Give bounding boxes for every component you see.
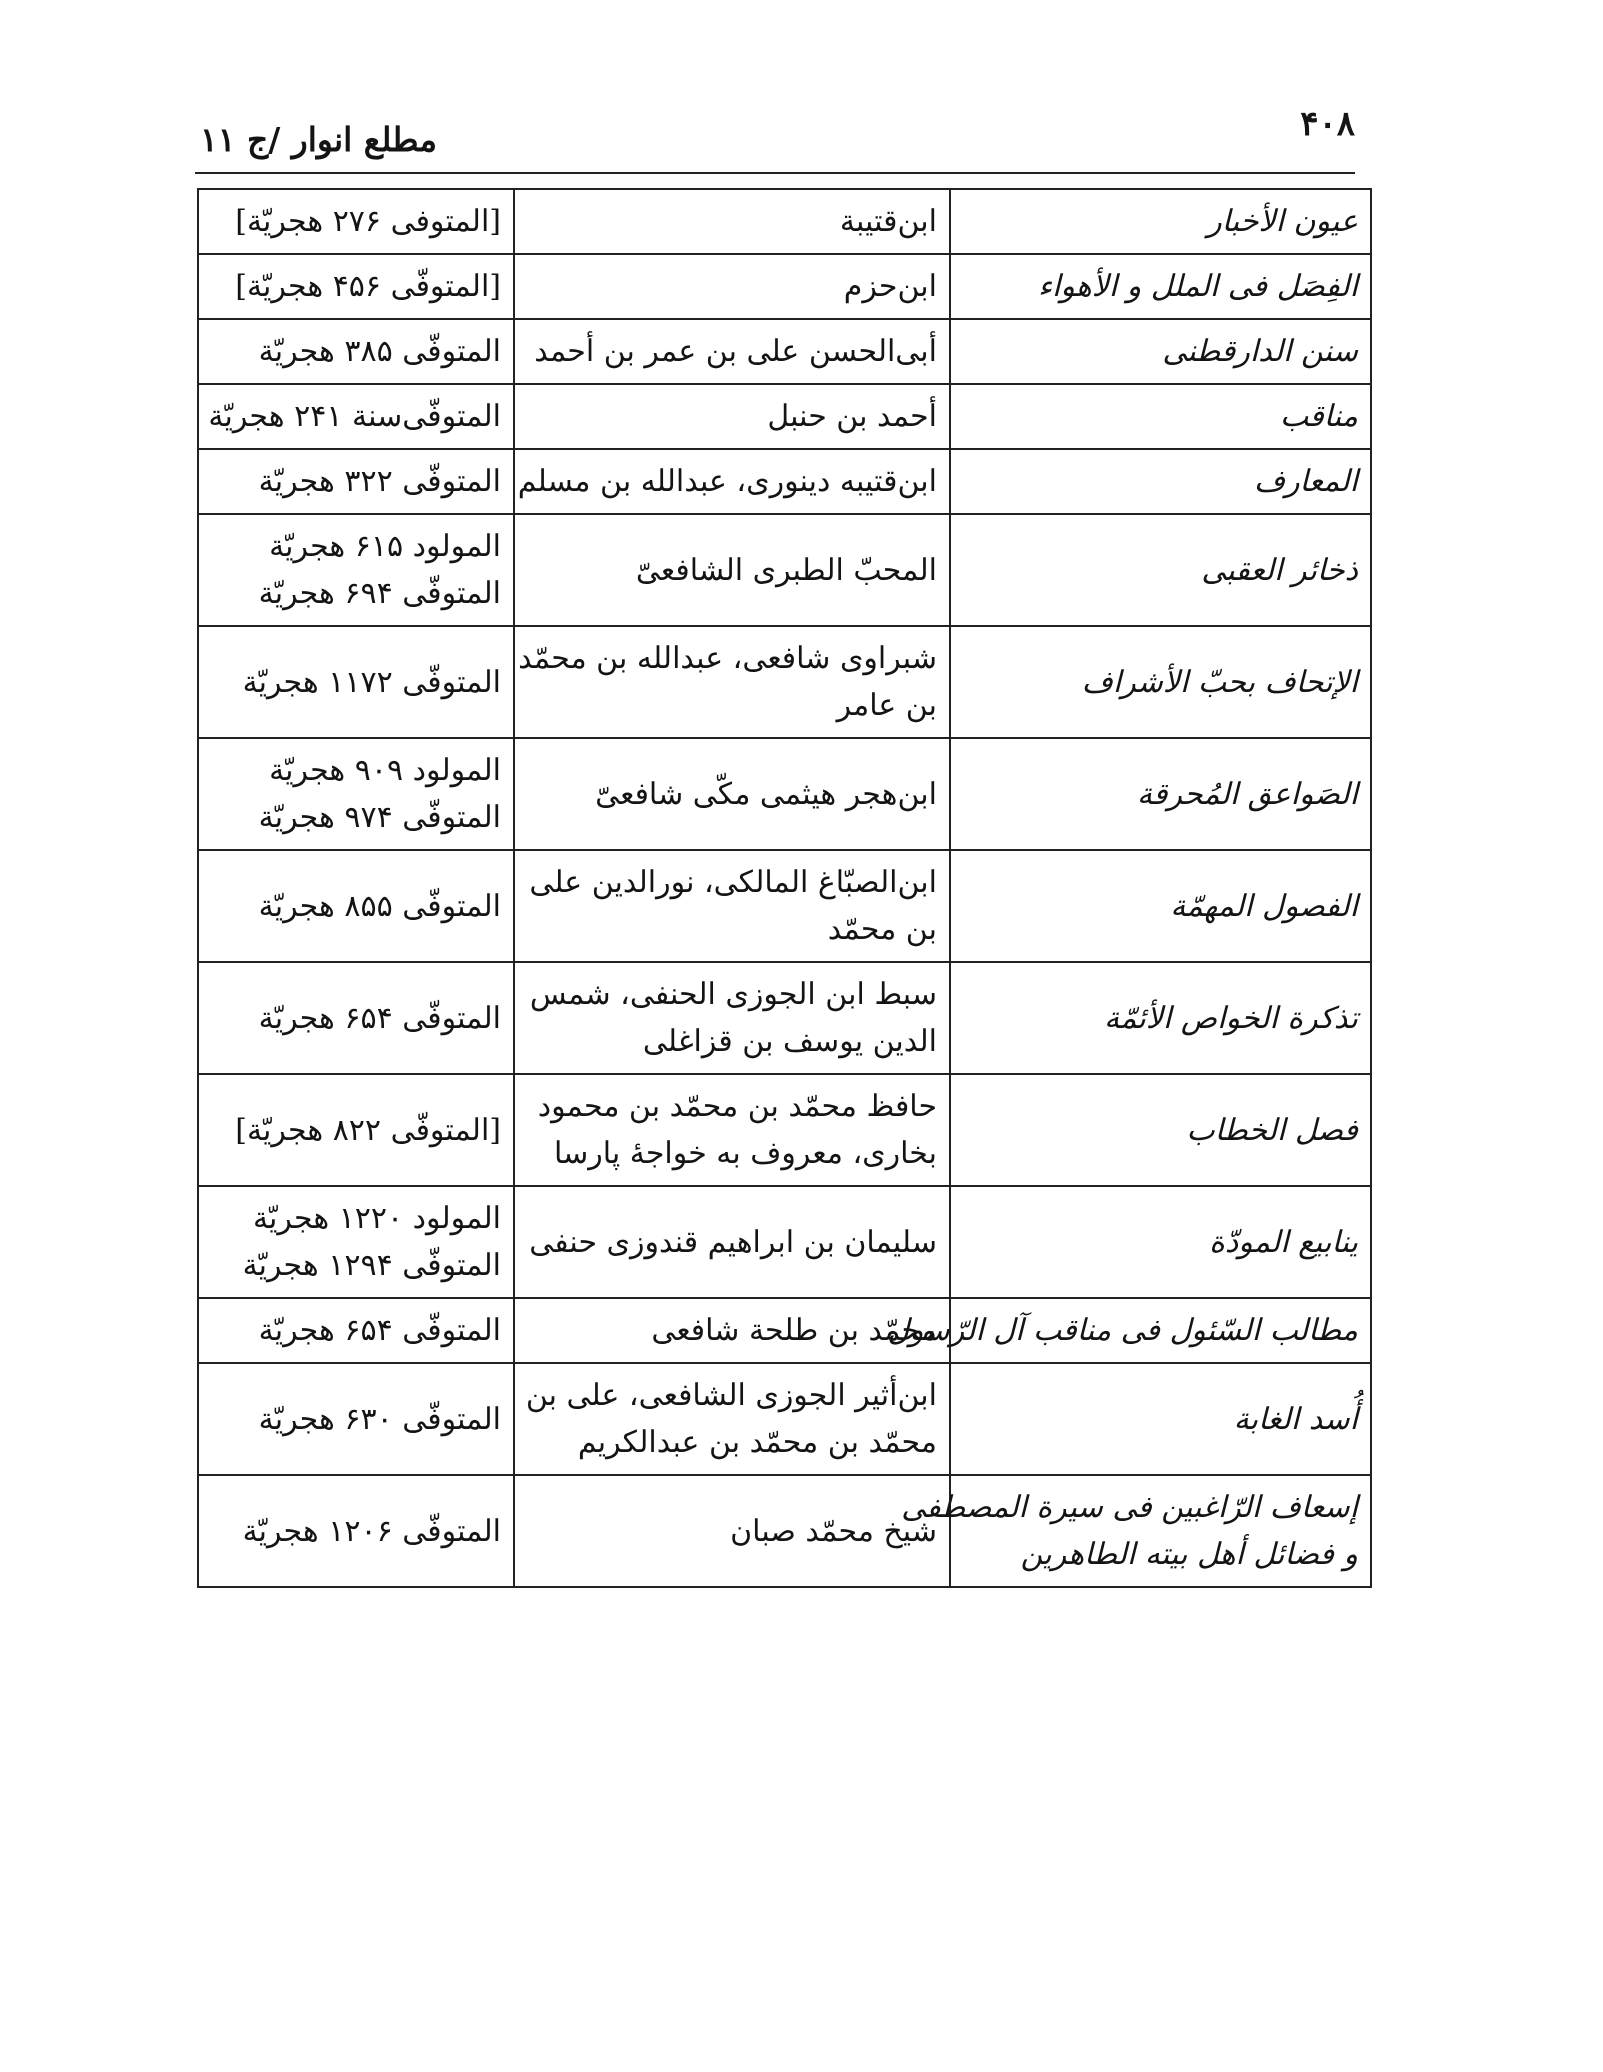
table-row <box>198 514 1371 626</box>
author-cell <box>514 254 950 319</box>
date-line: المتوفّى ۶۹۴ هجريّة <box>258 576 501 611</box>
book-title-line: الصَواعق المُحرقة <box>1137 776 1358 812</box>
author-line: ابن‌الصبّاغ المالكى، نورالدين على <box>529 865 937 900</box>
book-title-cell <box>950 1186 1371 1298</box>
book-title-line: الفصول المهمّة <box>1170 888 1358 924</box>
table-row <box>198 1298 1371 1363</box>
author-line: أحمد بن حنبل <box>767 399 937 434</box>
date-line: المتوفّى ۶۳۰ هجريّة <box>258 1401 501 1437</box>
date-line: المتوفّى ۳۸۵ هجريّة <box>258 334 501 369</box>
table-row <box>198 962 1371 1074</box>
table-row <box>198 850 1371 962</box>
book-title-line: فصل الخطاب <box>1186 1112 1358 1148</box>
author-cell <box>514 738 950 850</box>
author-line: شبراوى شافعى، عبدالله بن محمّد <box>518 641 937 676</box>
date-cell <box>198 1298 514 1363</box>
date-line: المتوفّى ۸۵۵ هجريّة <box>258 888 501 924</box>
author-cell <box>514 514 950 626</box>
author-cell <box>514 962 950 1074</box>
author-line: حافظ محمّد بن محمّد بن محمود <box>537 1089 937 1124</box>
author-line: شيخ محمّد صبان <box>730 1513 937 1549</box>
date-line: المتوفّى‌سنة ۲۴۱ هجريّة <box>208 399 501 434</box>
book-title-cell <box>887 1298 1371 1363</box>
book-title-line: مطالب السّئول فى مناقب آل الرّسول <box>887 1313 1358 1348</box>
date-cell <box>198 738 514 850</box>
book-title-line: عيون الأخبار <box>1207 204 1358 239</box>
book-title-line: و فضائل أهل بيته الطاهرين <box>1020 1537 1358 1572</box>
table-body <box>198 189 1371 1587</box>
date-cell <box>198 319 514 384</box>
date-line: المتوفّى ۱۲۰۶ هجريّة <box>242 1513 501 1549</box>
date-cell <box>198 626 514 738</box>
author-cell <box>514 850 950 962</box>
table-row <box>198 1363 1371 1475</box>
book-title-cell <box>950 626 1371 738</box>
author-cell <box>514 626 950 738</box>
book-title-line: مناقب <box>1279 399 1358 434</box>
date-line: المولود ۶۱۵ هجريّة <box>269 529 501 564</box>
date-line: المتوفّى ۱۲۹۴ هجريّة <box>242 1248 501 1283</box>
table-row <box>198 254 1371 319</box>
author-line: محمّد بن طلحة شافعى <box>651 1313 937 1348</box>
author-cell <box>514 1298 950 1363</box>
author-cell <box>514 319 950 384</box>
book-title-cell <box>950 254 1371 319</box>
book-title-cell <box>950 449 1371 514</box>
author-cell <box>514 449 950 514</box>
author-cell <box>514 1475 950 1587</box>
date-cell <box>198 384 514 449</box>
table-row <box>198 1074 1371 1186</box>
page-number: ۴۰۸ <box>1300 104 1355 144</box>
book-title-cell <box>950 514 1371 626</box>
table-row <box>198 738 1371 850</box>
book-title-cell <box>950 1363 1371 1475</box>
date-line: المتوفّى ۶۵۴ هجريّة <box>258 1313 501 1348</box>
date-line: المتوفّى ۶۵۴ هجريّة <box>258 1000 501 1036</box>
table-row <box>198 449 1371 514</box>
header-rule <box>195 172 1355 174</box>
book-title-line: الفِصَل فى الملل و الأهواء <box>1037 269 1358 304</box>
date-cell <box>198 1475 514 1587</box>
author-line: ابن‌حزم <box>843 269 937 304</box>
date-line: المولود ۹۰۹ هجريّة <box>269 753 501 788</box>
book-title-line: إسعاف الرّاغبين فى سيرة المصطفى <box>901 1490 1358 1525</box>
date-cell <box>198 254 514 319</box>
author-line: ابن‌أثير الجوزى الشافعى، على بن <box>525 1378 937 1413</box>
book-title-cell <box>950 189 1371 254</box>
table-row <box>198 1475 1371 1587</box>
book-title-cell <box>950 850 1371 962</box>
book-title-cell <box>950 962 1371 1074</box>
date-cell <box>198 189 514 254</box>
book-title-line: المعارف <box>1253 464 1358 499</box>
book-title-cell <box>950 384 1371 449</box>
author-line: ابن‌هجر هيثمى مكّى شافعىّ <box>595 776 937 812</box>
author-line: محمّد بن محمّد بن عبدالكريم <box>577 1425 937 1460</box>
author-line: سليمان بن ابراهيم قندوزى حنفى <box>529 1224 937 1260</box>
author-line: بخارى، معروف به خواجهٔ پارسا <box>553 1136 937 1171</box>
author-line: ابن‌قتيبة <box>839 204 937 239</box>
book-title-line: الإتحاف بحبّ الأشراف <box>1081 664 1358 700</box>
book-table <box>197 188 1372 1588</box>
date-line: [المتوفّى ۴۵۶ هجريّة] <box>235 269 501 304</box>
date-line: المتوفّى ۱۱۷۲ هجريّة <box>242 664 501 700</box>
table-row <box>198 189 1371 254</box>
book-title-cell <box>950 1074 1371 1186</box>
book-title-line: سنن الدارقطنى <box>1162 334 1358 369</box>
book-title-cell <box>901 1475 1371 1587</box>
author-cell <box>514 384 950 449</box>
table-row <box>198 1186 1371 1298</box>
table-row <box>198 626 1371 738</box>
author-cell <box>514 189 950 254</box>
date-cell <box>198 449 514 514</box>
date-line: المتوفّى ۳۲۲ هجريّة <box>258 464 501 499</box>
author-line: المحبّ الطبرى الشافعىّ <box>635 552 937 588</box>
table-row <box>198 319 1371 384</box>
book-title-cell <box>950 319 1371 384</box>
author-cell <box>514 1363 950 1475</box>
book-title-line: ذخائر العقبى <box>1201 552 1358 588</box>
date-cell <box>198 514 514 626</box>
date-cell <box>198 1363 514 1475</box>
author-line: بن محمّد <box>827 912 937 947</box>
date-cell <box>198 850 514 962</box>
date-cell <box>198 962 514 1074</box>
running-title: مطلع انوار /ج ۱۱ <box>200 120 438 159</box>
date-line: [المتوفى ۲۷۶ هجريّة] <box>235 204 501 239</box>
date-line: [المتوفّى ۸۲۲ هجريّة] <box>235 1112 501 1148</box>
author-line: سبط ابن الجوزى الحنفى، شمس <box>529 977 937 1012</box>
date-cell <box>198 1186 514 1298</box>
author-cell <box>514 1074 950 1186</box>
book-title-cell <box>950 738 1371 850</box>
date-line: المتوفّى ۹۷۴ هجريّة <box>258 800 501 835</box>
book-title-line: تذكرة الخواص الأئمّة <box>1104 1000 1358 1036</box>
table-row <box>198 384 1371 449</box>
author-line: بن عامر <box>836 688 937 723</box>
book-title-line: ينابيع المودّة <box>1209 1224 1358 1260</box>
author-line: الدين يوسف بن قزاغلى <box>642 1024 937 1059</box>
date-line: المولود ۱۲۲۰ هجريّة <box>252 1201 501 1236</box>
book-title-line: أُسد الغابة <box>1233 1401 1358 1437</box>
author-cell <box>514 1186 950 1298</box>
author-line: ابن‌قتيبه دينورى، عبدالله بن مسلم <box>517 464 937 499</box>
author-line: أبى‌الحسن على بن عمر بن أحمد <box>534 334 937 369</box>
date-cell <box>198 1074 514 1186</box>
